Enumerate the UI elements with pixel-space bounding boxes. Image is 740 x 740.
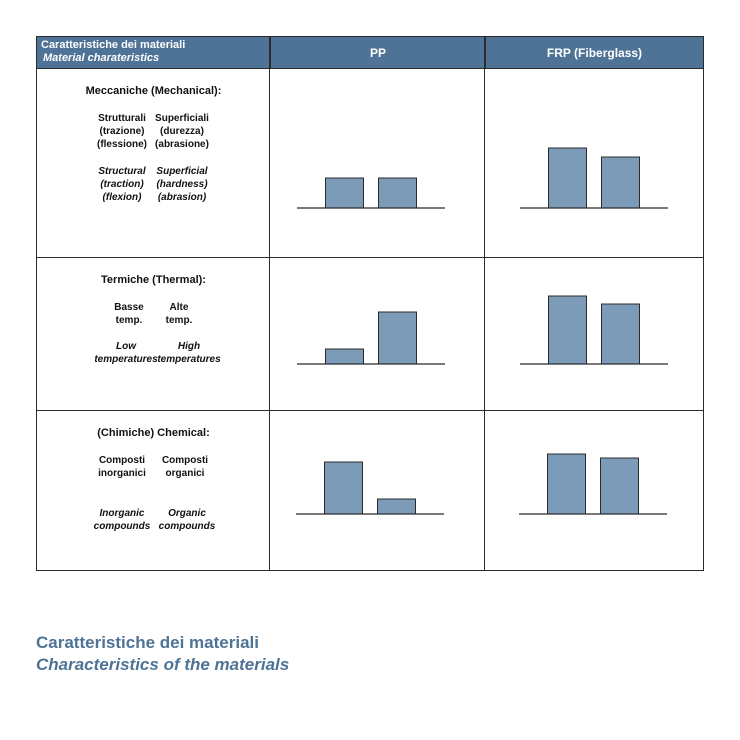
label-inorganic-it: Composti inorganici [98,455,146,479]
label-organic-it: Composti organici [161,455,209,479]
chart-mechanical-pp [297,137,445,209]
label-high-temp-it: Alte temp. [165,302,193,326]
chart-thermal-pp [297,287,445,365]
chart-chemical-frp [519,447,667,515]
header-title-en: Material charateristics [43,52,160,64]
label-structural-en: Structural (traction) (flexion) [98,166,146,203]
header-frp [485,37,703,69]
chart-chemical-pp [296,447,444,515]
header-pp-label: PP [369,46,386,60]
chart-thermal-frp [520,287,668,365]
bar [549,296,587,364]
label-high-temp-en: High temperatures [157,341,221,365]
row-divider [37,410,703,411]
row-divider [37,257,703,258]
header-characteristics [37,37,270,69]
label-low-temp-en: Low temperatures [94,341,158,365]
bar [325,462,363,514]
row-title-thermal: Termiche (Thermal): [101,274,206,286]
bar [549,148,587,208]
bar [378,499,416,514]
header-title-it: Caratteristiche dei materiali [41,39,186,51]
column-divider [269,37,270,570]
bar [379,312,417,364]
caption-title-it: Caratteristiche dei materiali [36,633,259,652]
label-superficial-it: Superficiali (durezza) (abrasione) [155,113,209,150]
label-low-temp-it: Basse temp. [114,302,144,326]
bar [601,458,639,514]
bar [548,454,586,514]
row-title-chemical: (Chimiche) Chemical: [97,427,210,439]
label-superficial-en: Superficial (hardness) (abrasion) [156,166,208,203]
label-inorganic-en: Inorganic compounds [93,508,151,532]
label-structural-it: Strutturali (trazione) (flessione) [96,113,147,150]
bar [379,178,417,208]
row-divider [37,68,703,69]
materials-table [36,36,704,571]
bar [326,178,364,208]
label-organic-en: Organic compounds [158,508,216,532]
bar [326,349,364,364]
bar [602,157,640,208]
header-pp [270,37,485,69]
column-divider [484,37,485,570]
caption-title-en: Characteristics of the materials [36,655,290,674]
header-frp-label: FRP (Fiberglass) [546,46,643,60]
chart-mechanical-frp [520,137,668,209]
row-title-mechanical: Meccaniche (Mechanical): [85,85,222,97]
bar [602,304,640,364]
